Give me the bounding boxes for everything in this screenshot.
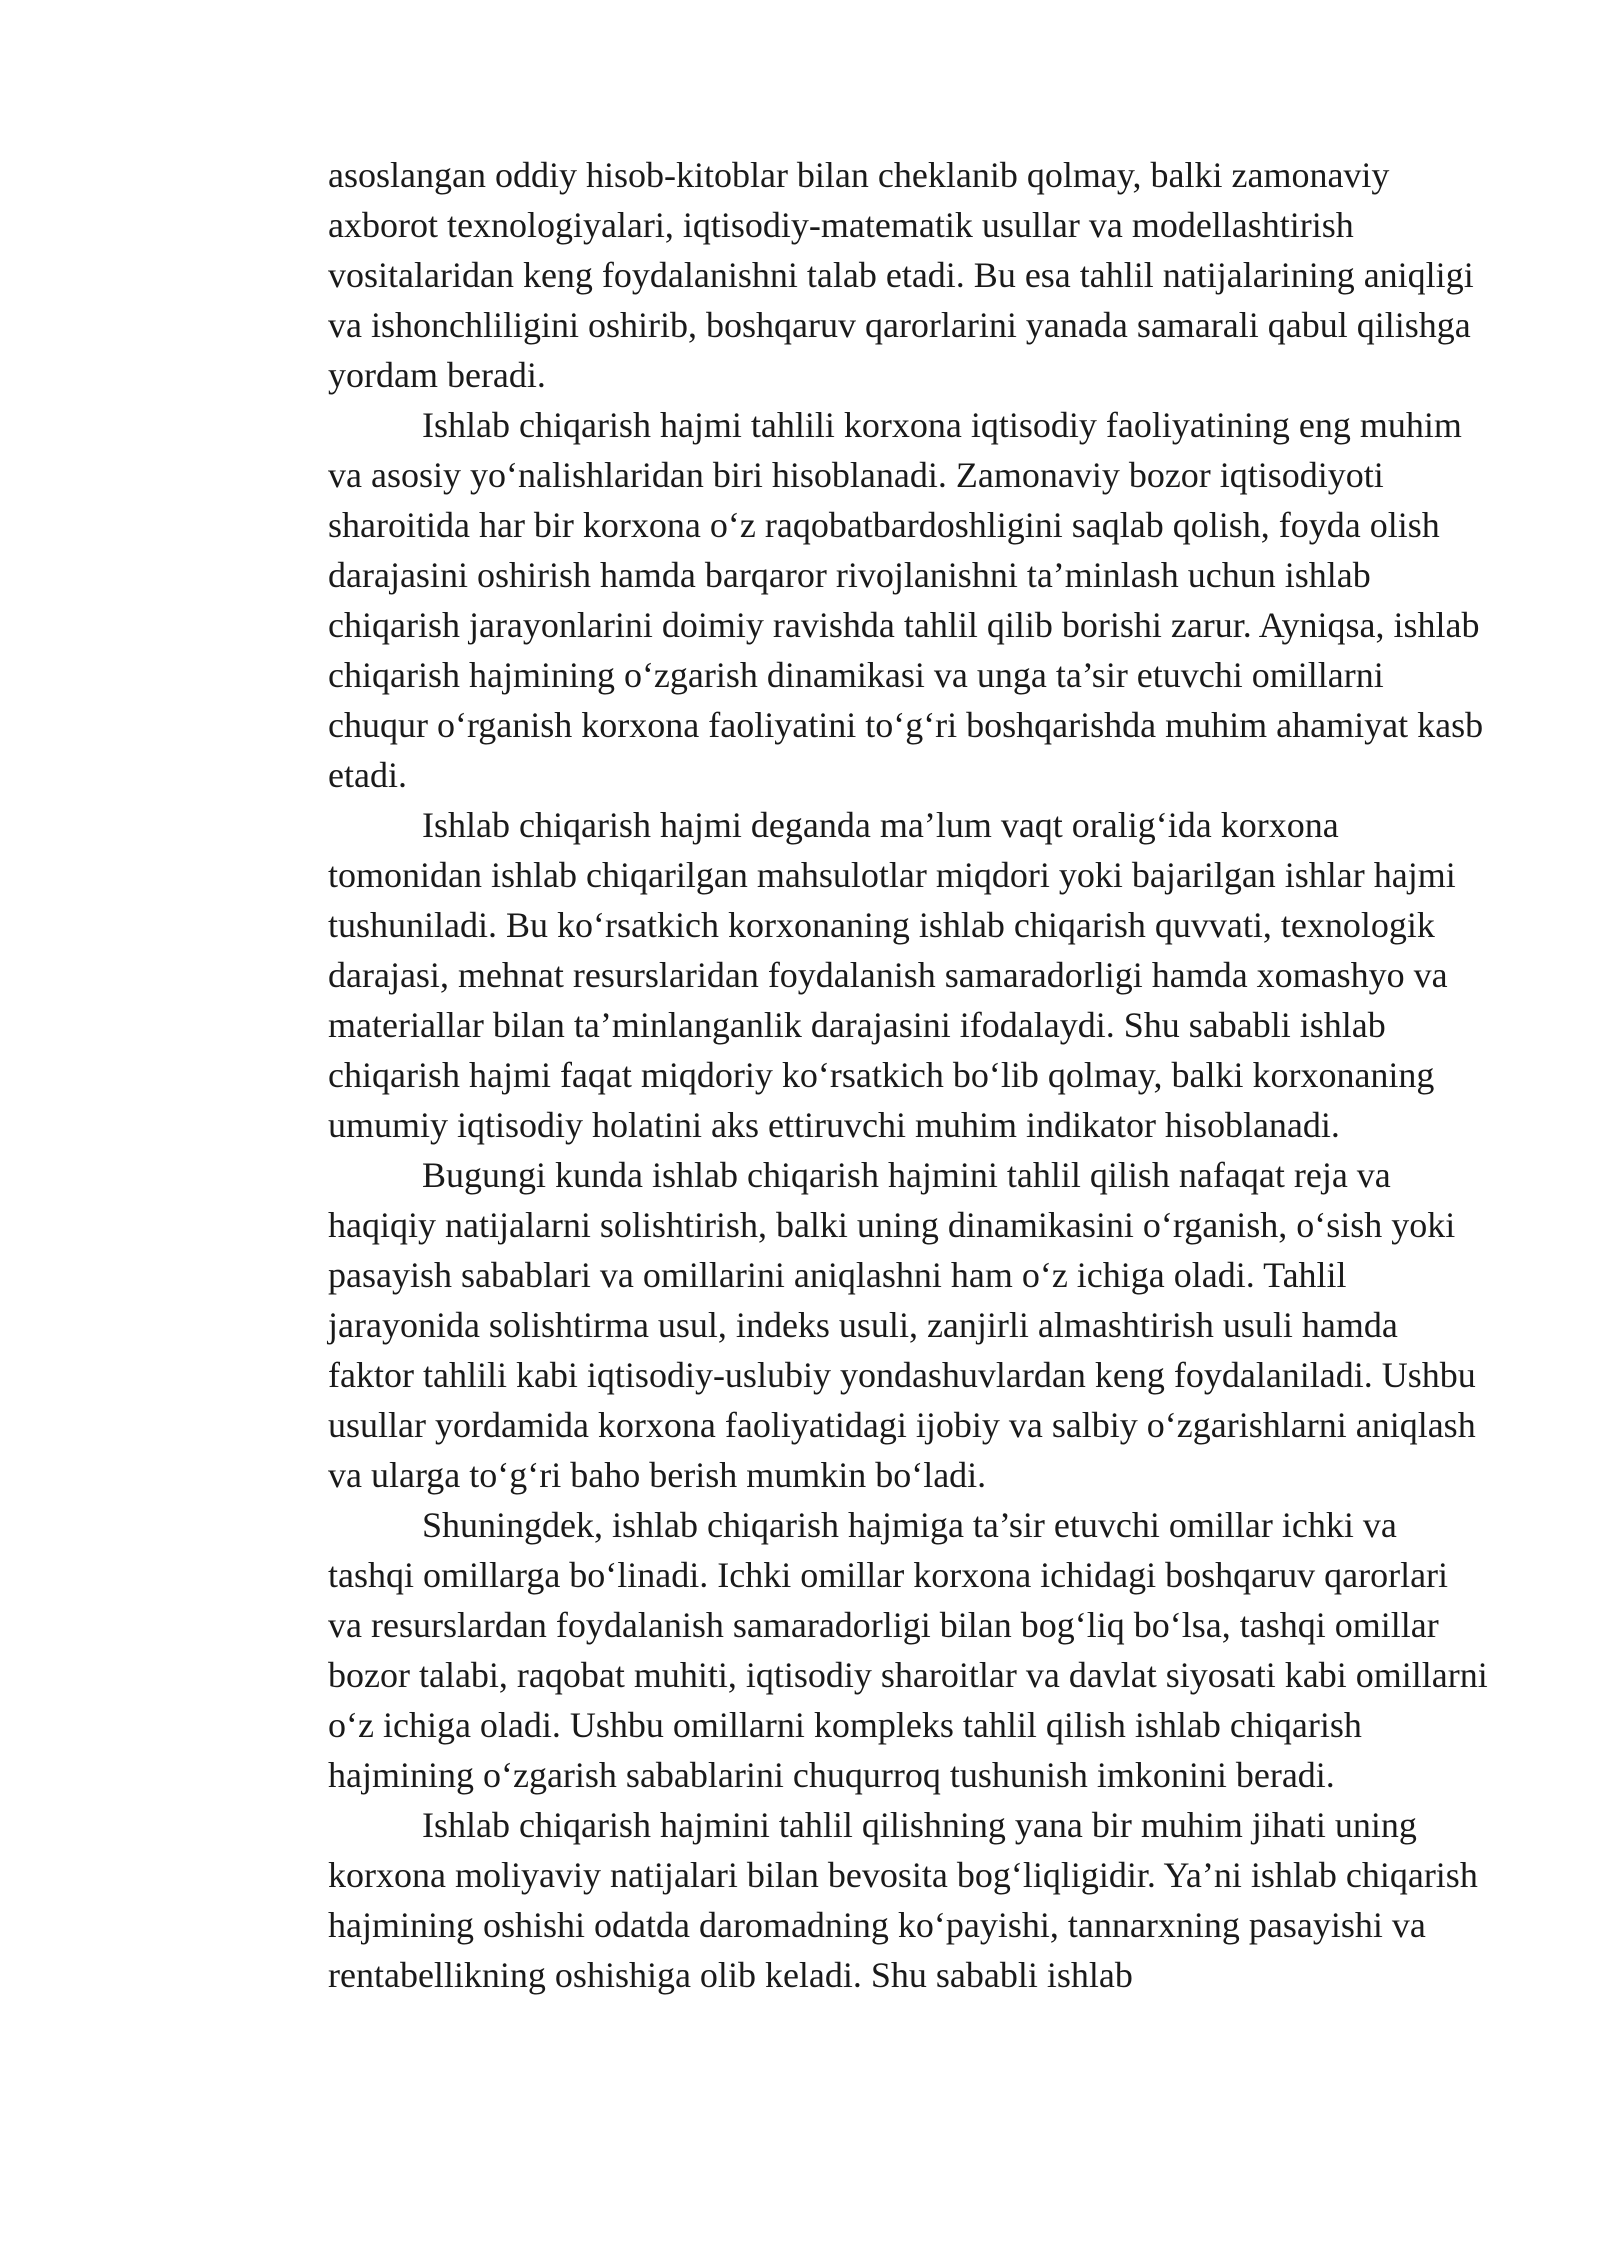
paragraph-5: Shuningdek, ishlab chiqarish hajmiga ta’sir etuvchi omillar ichki va tashqi omillarga bo‘linadi. Ichki omillar korxona ichidagi boshqaruv qarorlari va resurslardan foydalanish samaradorligi bilan bog‘liq bo‘lsa, tashqi omillar bozor talabi, raqobat muhiti, iqtisodiy sharoitlar va davlat siyosati kabi omillarni o‘z ichiga oladi. Ushbu omillarni kompleks tahlil qilish ishlab chiqarish hajmining o‘zgarish sabablarini chuqurroq tushunish imkonini beradi. [328, 1505, 1488, 1795]
paragraph-4: Bugungi kunda ishlab chiqarish hajmini tahlil qilish nafaqat reja va haqiqiy natijalarni solishtirish, balki uning dinamikasini o‘rganish, o‘sish yoki pasayish sabablari va omillarini aniqlashni ham o‘z ichiga oladi. Tahlil jarayonida solishtirma usul, indeks usuli, zanjirli almashtirish usuli hamda faktor tahlili kabi iqtisodiy-uslubiy yondashuvlardan keng foydalaniladi. Ushbu usullar yordamida korxona faoliyatidagi ijobiy va salbiy o‘zgarishlarni aniqlash va ularga to‘g‘ri baho berish mumkin bo‘ladi. [328, 1155, 1476, 1495]
paragraph-2: Ishlab chiqarish hajmi tahlili korxona iqtisodiy faoliyatining eng muhim va asosiy yo‘nalishlaridan biri hisoblanadi. Zamonaviy bozor iqtisodiyoti sharoitida har bir korxona o‘z raqobatbardoshligini saqlab qolish, foyda olish darajasini oshirish hamda barqaror rivojlanishni ta’minlash uchun ishlab chiqarish jarayonlarini doimiy ravishda tahlil qilib borishi zarur. Ayniqsa, ishlab chiqarish hajmining o‘zgarish dinamikasi va unga ta’sir etuvchi omillarni chuqur o‘rganish korxona faoliyatini to‘g‘ri boshqarishda muhim ahamiyat kasb etadi. [328, 405, 1484, 795]
paragraph-6: Ishlab chiqarish hajmini tahlil qilishning yana bir muhim jihati uning korxona moliyaviy natijalari bilan bevosita bog‘liqligidir. Ya’ni ishlab chiqarish hajmining oshishi odatda daromadning ko‘payishi, tannarxning pasayishi va rentabellikning oshishiga olib keladi. Shu sababli ishlab [328, 1805, 1478, 1995]
document-body [328, 150, 1488, 2000]
paragraph-3: Ishlab chiqarish hajmi deganda ma’lum vaqt oralig‘ida korxona tomonidan ishlab chiqarilgan mahsulotlar miqdori yoki bajarilgan ishlar hajmi tushuniladi. Bu ko‘rsatkich korxonaning ishlab chiqarish quvvati, texnologik darajasi, mehnat resurslaridan foydalanish samaradorligi hamda xomashyo va materiallar bilan ta’minlanganlik darajasini ifodalaydi. Shu sababli ishlab chiqarish hajmi faqat miqdoriy ko‘rsatkich bo‘lib qolmay, balki korxonaning umumiy iqtisodiy holatini aks ettiruvchi muhim indikator hisoblanadi. [328, 805, 1456, 1145]
paragraph-1: asoslangan oddiy hisob-kitoblar bilan cheklanib qolmay, balki zamonaviy axborot texnologiyalari, iqtisodiy-matematik usullar va modellashtirish vositalaridan keng foydalanishni talab etadi. Bu esa tahlil natijalarining aniqligi va ishonchliligini oshirib, boshqaruv qarorlarini yanada samarali qabul qilishga yordam beradi. [328, 155, 1474, 395]
